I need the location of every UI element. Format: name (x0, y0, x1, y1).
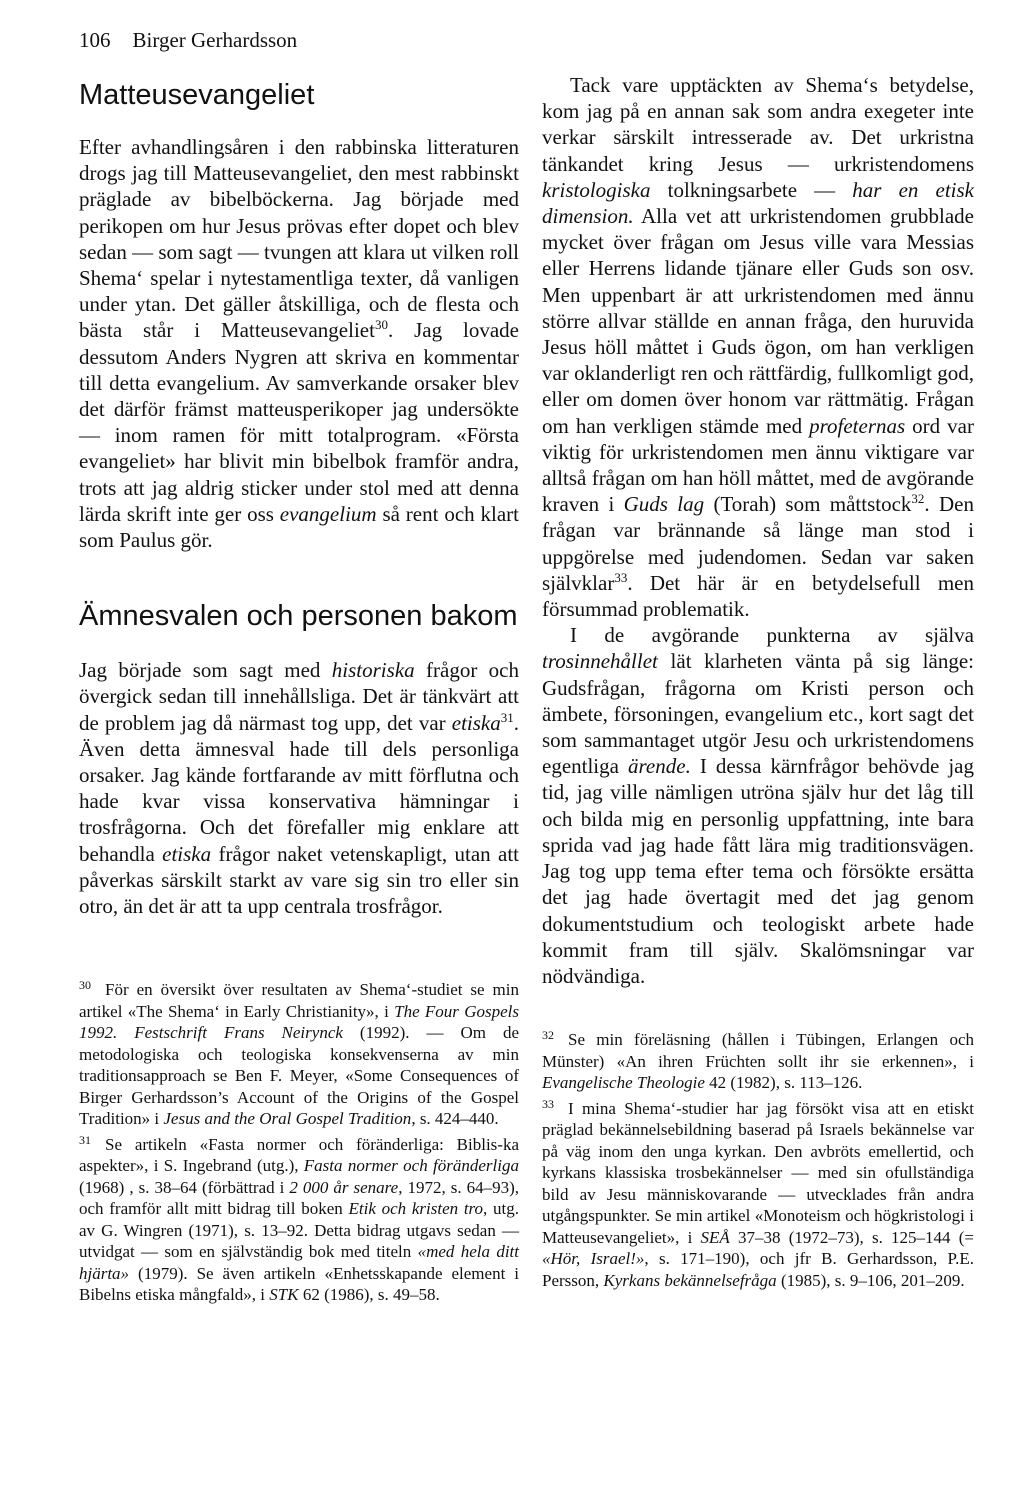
italic-run: Fasta normer och föränderliga (303, 1156, 519, 1176)
footnote-number: 30 (79, 978, 91, 993)
footnote-31 (79, 1130, 519, 1306)
italic-run: profeternas (809, 413, 906, 438)
italic-run: Jesus and the Oral Gospel Tradition (163, 1109, 412, 1129)
italic-run: etiska (451, 710, 501, 735)
footnote-ref-31[interactable]: 31 (500, 709, 514, 725)
text-run: lät klarheten vänta på sig länge: Gudsfrågan, frågorna om Kristi person och ämbete, försoningen, evangelium etc., kort sagt det som sammantaget utgör Jesu och urkristendomens egentliga (542, 649, 974, 779)
text-run: tolkningsarbete — (650, 177, 853, 202)
text-run: (1968) , s. 38–64 (förbättrad i (79, 1177, 290, 1197)
footnote-number: 32 (542, 1028, 554, 1043)
italic-run: ärende. (628, 754, 691, 779)
italic-run: 2 000 år senare (289, 1177, 399, 1197)
footnote-ref-32[interactable]: 32 (911, 491, 925, 507)
text-run: . Den frågan var brännande så länge man stod i uppgörelse med judendomen. Sedan var saken självklar (542, 492, 974, 595)
text-run: 37–38 (1972–73), s. 125–144 (= (729, 1227, 975, 1247)
italic-run: trosinnehållet (542, 649, 658, 674)
paragraph-matteus (79, 134, 519, 553)
footnote-number: 33 (542, 1096, 554, 1111)
footnote-32 (542, 1025, 974, 1094)
footnote-33 (542, 1094, 974, 1292)
text-run: Alla vet att urkristendomen grubblade mycket över frågan om Jesus ville vara Messias eller Herrens lidande tjänare eller Guds son osv. Men uppenbart är att urkristendomen med ännu större allvar ställde en annan fråga, den huruvida Jesus höll måttet i Guds ögon, om han verkligen var oklanderligt ren och rättfärdig, fullkomligt god, eller om domen över honom var rättmätig. Frågan om han verkligen stämde med (542, 204, 974, 438)
text-run: , utg. av G. Wingren (1971), s. 13–92. Detta bidrag utgavs sedan — utvidgat — som en självständig bok med titeln (79, 1199, 519, 1262)
text-run: I dessa kärnfrågor behövde jag tid, jag ville nämligen utröna själv hur det låg till och bilda mig en personlig uppfattning, inte bara sprida vad jag hade fått lära mig traditionsvägen. Jag tog upp tema efter tema och försökte ersätta det jag hade övertagit med det jag genom dokumentstudium och teologiskt arbete hade kommit fram till själv. Skalömsningar var nödvändiga. (542, 754, 975, 988)
text-run: För en översikt över resultaten av Shema‘-studiet se min artikel «The Shema‘ in Early Christianity», i (79, 980, 519, 1021)
text-run: . Det här är en betydelsefull men försummad problematik. (542, 570, 974, 622)
running-author: Birger Gerhardsson (132, 28, 298, 52)
text-run: (1985), s. 9–106, 201–209. (776, 1270, 965, 1290)
footnote-ref-30[interactable]: 30 (374, 317, 388, 333)
text-run: så rent och klart som Paulus gör. (79, 501, 519, 553)
text-run: frågor och övergick sedan till innehållsliga. Det är tänkvärt att de problem jag då närmast tog upp, det var (79, 658, 519, 735)
text-run: I mina Shema‘-studier har jag försökt visa att en etiskt präglad bekännelsebildning baserad på Israels bekännelse var på väg inom den unga kyrkan. Den avbröts emellertid, och kyrkans klassiska trosbekännelser — med sin ofullständiga bild av Jesu människovarande — utvecklades från andra utgångspunkter. Se min artikel «Monoteism och högkristologi i Matteusevangeliet», i (542, 1098, 974, 1247)
italic-run: «Hör, Israel!» (542, 1249, 645, 1269)
footnotes-left (79, 975, 519, 1306)
text-run: ord var viktig för urkristendomen men ännu viktigare var alltså frågan om han höll måttet, med de avgörande kraven i (542, 413, 974, 517)
italic-run: Kyrkans bekännelsefråga (603, 1270, 777, 1290)
italic-run: Guds lag (623, 492, 705, 517)
text-run: (Torah) som måttstock (704, 492, 912, 517)
italic-run: har en etisk dimension. (542, 177, 974, 229)
paragraph-amnesvalen (79, 657, 519, 919)
section-heading-amnesvalen: Ämnesvalen och personen bakom (79, 600, 518, 633)
italic-run: «med hela ditt hjärta» (79, 1242, 519, 1283)
right-column (542, 72, 974, 1291)
text-run: I de avgörande punkterna av själva (570, 623, 974, 648)
italic-run: STK (269, 1285, 299, 1305)
text-run: 62 (1986), s. 49–58. (298, 1285, 440, 1305)
text-run: , s. 171–190), och jfr B. Gerhardsson, P.E. Persson, (542, 1249, 974, 1290)
text-run: 42 (1982), s. 113–126. (704, 1073, 863, 1093)
text-run: (1992). — Om de metodologiska och teologiska konsekvenserna av min traditionsapproach se Ben F. Meyer, «Some Consequences of Birger Gerhardsson’s Account of the Origins of the Gospel Tradition» i (79, 1023, 519, 1129)
italic-run: SEÅ (700, 1227, 730, 1247)
italic-run: etiska (162, 841, 212, 866)
text-run: Tack vare upptäckten av Shema‘s betydelse, kom jag på en annan sak som andra exegeter inte verkar särskilt intresserade av. Det urkristna tänkandet kring Jesus — urkristendomens (542, 73, 974, 176)
paragraph-trosinnehallet (542, 622, 974, 989)
text-run: frågor naket vetenskapligt, utan att påverkas särskilt starkt av vare sig sin tro eller sin otro, än det är att ta upp centrala trosfrågor. (79, 841, 519, 919)
text-run: (1979). Se även artikeln «Enhetsskapande element i Bibelns etiska mångfald», i (79, 1263, 519, 1305)
running-header (79, 28, 297, 53)
left-column (79, 72, 519, 1306)
text-run: . Jag lovade dessutom Anders Nygren att skriva en kommentar till detta evangelium. Av samverkande orsaker blev det därför främst matteusperikoper jag undersökte — inom ramen för mitt totalprogram. «Första evangeliet» har blivit min bibelbok framför andra, trots att jag aldrig sticker under stol med att denna lärda skrift inte ger oss (79, 318, 519, 526)
text-run: Se artikeln «Fasta normer och föränderliga: Biblis-ka aspekter», i S. Ingebrand (utg.), (79, 1134, 519, 1176)
footnotes-right (542, 1025, 974, 1291)
text-run: , s. 424–440. (411, 1109, 499, 1129)
italic-run: kristologiska (542, 177, 651, 202)
footnote-number: 31 (79, 1132, 91, 1147)
italic-run: evangelium (279, 501, 377, 526)
text-run: Se min föreläsning (hållen i Tübingen, Erlangen och Münster) «An ihren Früchten sollt ihr sie erkennen», i (542, 1030, 974, 1071)
italic-run: historiska (331, 658, 415, 683)
paragraph-shema (542, 72, 974, 622)
page-number: 106 (79, 28, 111, 52)
italic-run: The Four Gospels 1992. Festschrift Frans Neirynck (79, 1001, 519, 1043)
italic-run: Etik och kristen tro (348, 1199, 484, 1219)
section-heading-matteusevangeliet: Matteusevangeliet (79, 79, 315, 111)
footnote-ref-33[interactable]: 33 (614, 569, 628, 585)
italic-run: Evangelische Theologie (542, 1073, 705, 1093)
text-run: , 1972, s. 64–93), och framför allt mitt bidrag till boken (79, 1177, 519, 1219)
text-run: Jag började som sagt med (79, 658, 332, 683)
text-run: Efter avhandlingsåren i den rabbinska litteraturen drogs jag till Matteusevangeliet, den mest rabbinskt präglade av bibelböckerna. Jag började med perikopen om hur Jesus prövas efter dopet och blev sedan — som sagt — tvungen att klara ut vilken roll Shema‘ spelar i nytestamentliga texter, då vanligen under ytan. Det gäller åtskilliga, och de flesta och bästa står i Matteusevangeliet (79, 135, 519, 343)
footnote-30 (79, 975, 519, 1130)
text-run: . Även detta ämnesval hade till dels personliga orsaker. Jag kände fortfarande av mitt förflutna och hade kvar vissa konservativa hämningar i trosfrågorna. Och det förefaller mig enklare att behandla (79, 710, 519, 866)
